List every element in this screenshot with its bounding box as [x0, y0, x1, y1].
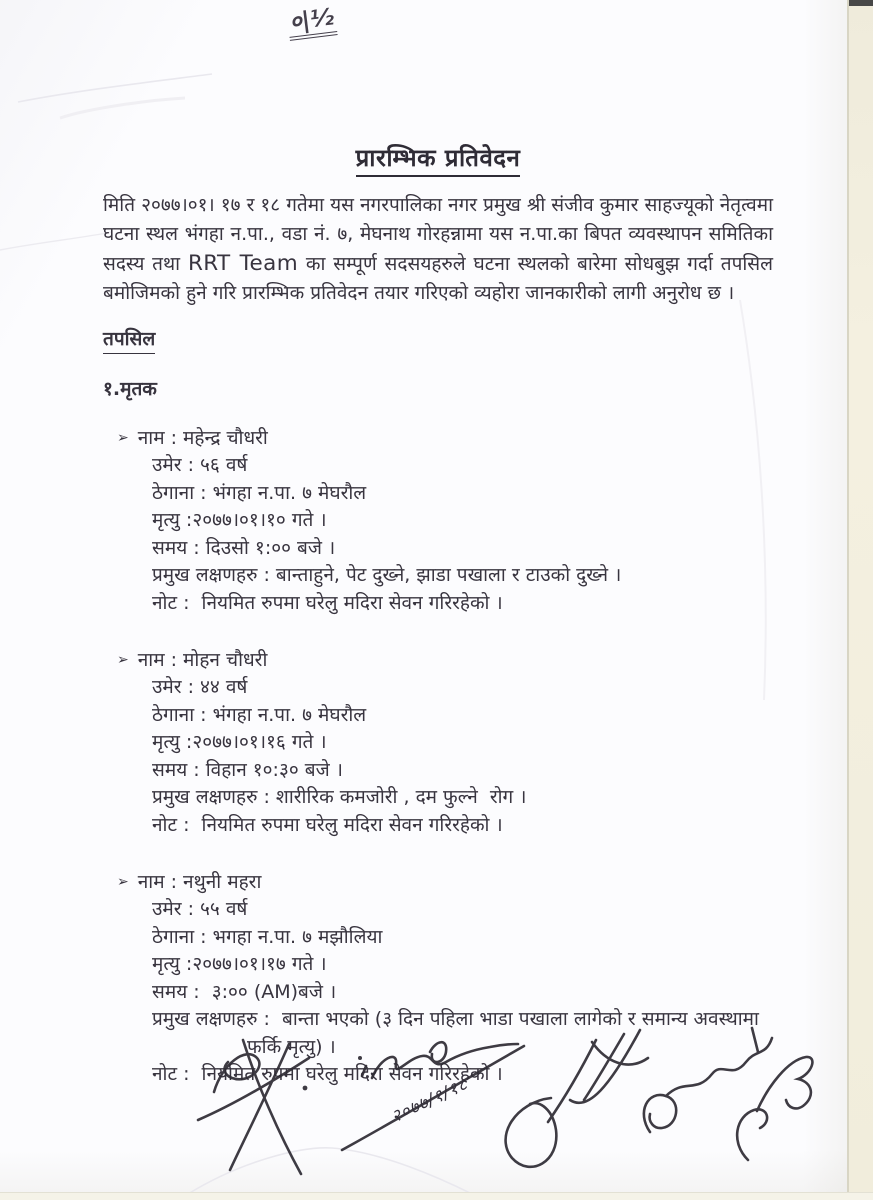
- field-name: नाम : नथुनी महरा: [137, 871, 262, 893]
- field-symptoms: प्रमुख लक्षणहरु : बान्ता भएको (३ दिन पहिला भाडा पखाला लागेको र समान्य अवस्थामा फर्कि मृत्यु) ।: [152, 1008, 766, 1058]
- handwritten-corner-annotation: ०|½: [286, 5, 338, 41]
- deceased-entry-3: [103, 868, 773, 1089]
- scan-backing-strip: [847, 0, 873, 1200]
- field-death-date: मृत्यु :२०७७।०१।१६ गते ।: [152, 731, 327, 753]
- arrow-bullet-icon: ➢: [117, 874, 129, 890]
- intro-paragraph: [103, 191, 773, 308]
- list-heading-mritak: १.मृतक: [103, 378, 157, 400]
- field-note: नोट : नियमित रुपमा घरेलु मदिरा सेवन गरिरहेको ।: [152, 591, 503, 614]
- field-name: नाम : महेन्द्र चौधरी: [137, 427, 268, 449]
- field-symptoms: प्रमुख लक्षणहरु : शारीरिक कमजोरी , दम फुल्ने रोग ।: [152, 786, 527, 808]
- section-heading-tapasil: तपसिल: [103, 325, 155, 354]
- field-name: नाम : मोहन चौधरी: [137, 649, 268, 671]
- intro-paragraph-part1: मिति २०७७।०१। १७ र १८ गतेमा यस नगरपालिका नगर प्रमुख श्री संजीव कुमार साहज्यूको नेतृत्वमा घटना स्थल भंगहा न.पा., वडा नं. ७, मेघनाथ गोरहन्नामा यस न.पा.का बिपत व्यवस्थापन समितिका सदस्य तथा: [103, 194, 773, 275]
- field-time: समय : ३:०० (AM)बजे ।: [152, 980, 337, 1003]
- field-note: नोट : नियमित रुपमा घरेलु मदिरा सेवन गरिरहेको ।: [152, 1063, 503, 1085]
- field-death-date: मृत्यु :२०७७।०१।१० गते ।: [152, 509, 327, 531]
- intro-paragraph-part2: का सम्पूर्ण सदसयहरुले घटना स्थलको बारेमा सोधबुझ गर्दा तपसिल बमोजिमको हुने गरि प्रारम्भिक प्रतिवेदन तयार गरिएको व्यहोरा जानकारीको लागी अनुरोध छ ।: [103, 253, 774, 304]
- field-death-date: मृत्यु :२०७७।०१।१७ गते ।: [152, 953, 327, 975]
- field-time: समय : विहान १०:३० बजे ।: [152, 758, 343, 781]
- field-age: उमेर : ४४ वर्ष: [152, 676, 248, 698]
- deceased-entry-1: [103, 424, 773, 617]
- arrow-bullet-icon: ➢: [117, 652, 129, 668]
- handwritten-signature-date: २०७७/१/१८: [388, 1074, 472, 1128]
- field-address: ठेगाना : भगहा न.पा. ७ मझौलिया: [152, 925, 383, 948]
- scan-bottom-strip: [0, 1192, 873, 1200]
- document-title: प्रारम्भिक प्रतिवेदन: [103, 141, 773, 174]
- deceased-entry-2: [103, 646, 773, 839]
- field-age: उमेर : ५५ वर्ष: [152, 898, 248, 920]
- field-age: उमेर : ५६ वर्ष: [152, 454, 248, 476]
- scan-edge-shadow: [849, 0, 873, 6]
- arrow-bullet-icon: ➢: [117, 430, 129, 446]
- rrt-team-text: RRT Team: [187, 251, 299, 276]
- field-address: ठेगाना : भंगहा न.पा. ७ मेघरौल: [152, 703, 367, 726]
- field-symptoms: प्रमुख लक्षणहरु : बान्ताहुने, पेट दुख्ने, झाडा पखाला र टाउको दुख्ने ।: [152, 564, 622, 586]
- field-time: समय : दिउसो १:०० बजे ।: [152, 536, 336, 559]
- document-body: [103, 141, 773, 1089]
- field-note: नोट : नियमित रुपमा घरेलु मदिरा सेवन गरिरहेको ।: [152, 813, 503, 836]
- field-address: ठेगाना : भंगहा न.पा. ७ मेघरौल: [152, 481, 367, 504]
